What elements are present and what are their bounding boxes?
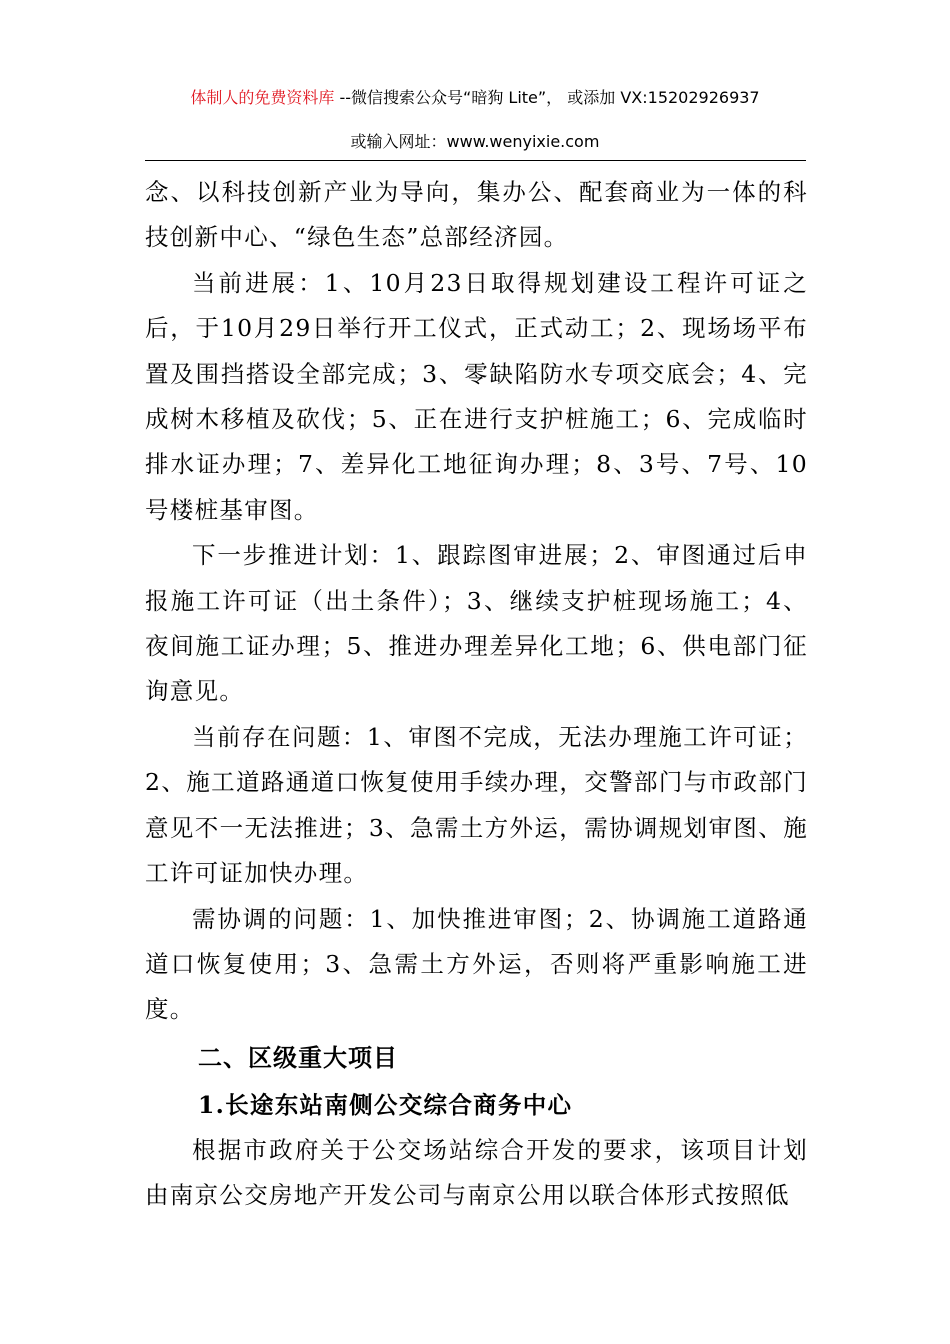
header-site-line: 或输入网址：www.wenyixie.com bbox=[350, 132, 600, 151]
paragraph-project-intro: 根据市政府关于公交场站综合开发的要求，该项目计划由南京公交房地产开发公司与南京公用以联合体形式按照低 bbox=[145, 1135, 808, 1210]
paragraph-progress: 当前进展：1、10月23日取得规划建设工程许可证之后，于10月29日举行开工仪式，正式动工；2、现场场平布置及围挡搭设全部完成；3、零缺陷防水专项交底会；4、完成树木移植及砍伐；5、正在进行支护桩施工；6、完成临时排水证办理；7、差异化工地征询办理；8、3号、7号、10号楼桩基审图。 bbox=[145, 268, 808, 524]
paragraph-coordination: 需协调的问题：1、加快推进审图；2、协调施工道路通道口恢复使用；3、急需土方外运，否则将严重影响施工进度。 bbox=[145, 904, 808, 1024]
paragraph-issues: 当前存在问题：1、审图不完成，无法办理施工许可证；2、施工道路通道口恢复使用手续办理，交警部门与市政部门意见不一无法推进；3、急需土方外运，需协调规划审图、施工许可证加快办理。 bbox=[145, 722, 808, 888]
header-brand: 体制人的免费资料库 bbox=[190, 88, 335, 107]
paragraph-next-plan: 下一步推进计划：1、跟踪图审进展；2、审图通过后申报施工许可证（出土条件）；3、继续支护桩现场施工；4、夜间施工证办理；5、推进办理差异化工地；6、供电部门征询意见。 bbox=[145, 541, 808, 706]
paragraph-continuation: 念、以科技创新产业为导向，集办公、配套商业为一体的科技创新中心、“绿色生态”总部经济园。 bbox=[145, 178, 808, 252]
header-promo-text: --微信搜索公众号“暗狗 Lite”， 或添加 VX:15202926937 bbox=[334, 88, 760, 107]
project-subheading: 1.长途东站南侧公交综合商务中心 bbox=[198, 1090, 573, 1119]
document-body bbox=[145, 170, 808, 1219]
section-heading: 二、区级重大项目 bbox=[198, 1043, 398, 1072]
header-divider bbox=[145, 160, 806, 161]
header-promo-line bbox=[145, 86, 805, 110]
